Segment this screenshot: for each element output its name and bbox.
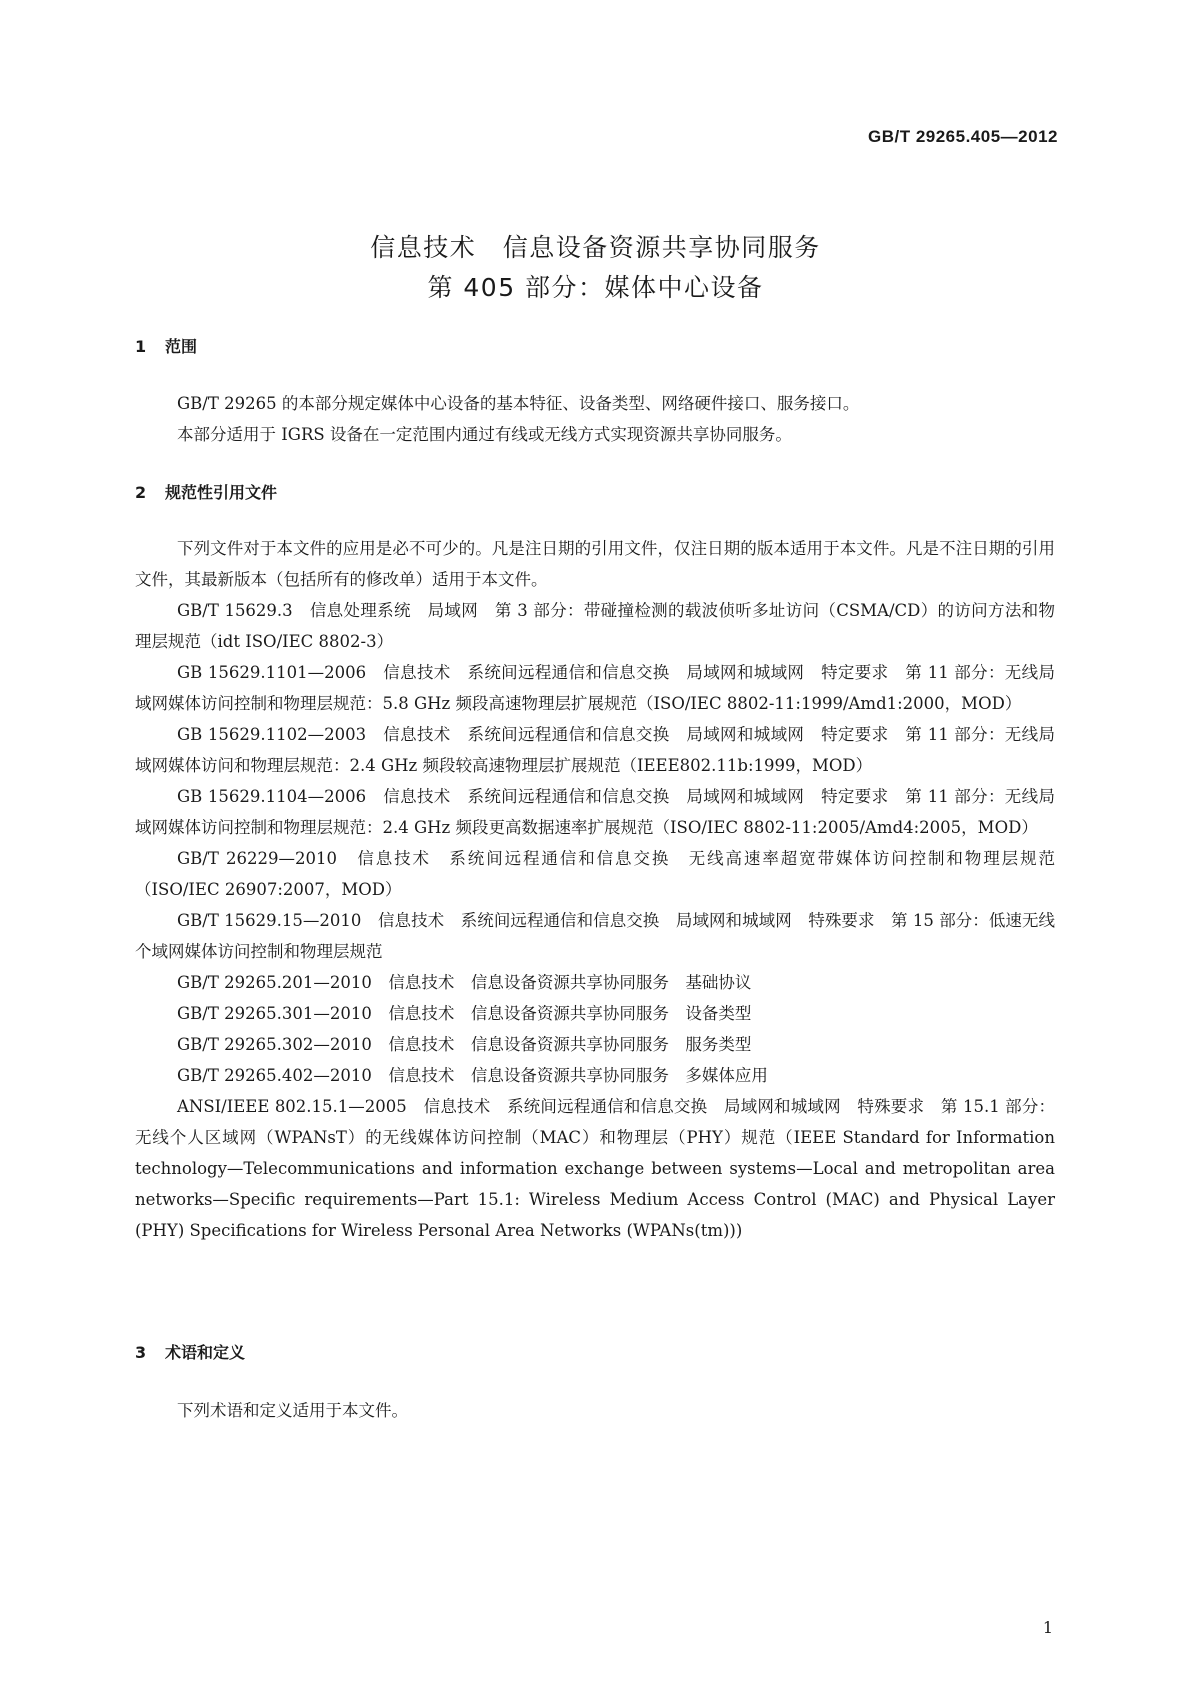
section-number: 2 bbox=[135, 483, 147, 502]
reference-item: GB/T 26229—2010 信息技术 系统间远程通信和信息交换 无线高速率超宽带媒体访问控制和物理层规范（ISO/IEC 26907:2007，MOD） bbox=[135, 849, 1055, 899]
reference-item: GB/T 15629.3 信息处理系统 局域网 第 3 部分：带碰撞检测的载波侦听多址访问（CSMA/CD）的访问方法和物理层规范（idt ISO/IEC 8802-3） bbox=[135, 601, 1055, 651]
reference-item: GB 15629.1101—2006 信息技术 系统间远程通信和信息交换 局域网和城域网 特定要求 第 11 部分：无线局域网媒体访问控制和物理层规范：5.8 GHz 频段高速物理层扩展规范（ISO/IEC 8802-11:1999/Amd1:2000，MOD） bbox=[135, 663, 1055, 713]
section-title: 范围 bbox=[165, 337, 198, 356]
references-body bbox=[135, 533, 1055, 1246]
section-heading-terms bbox=[135, 1340, 245, 1363]
section-heading-references bbox=[135, 480, 277, 503]
title-line-2: 第 405 部分：媒体中心设备 bbox=[427, 273, 764, 302]
title-line-1: 信息技术 信息设备资源共享协同服务 bbox=[370, 233, 821, 262]
reference-item: GB 15629.1102—2003 信息技术 系统间远程通信和信息交换 局域网和城域网 特定要求 第 11 部分：无线局域网媒体访问和物理层规范：2.4 GHz 频段较高速物理层扩展规范（IEEE802.11b:1999，MOD） bbox=[135, 725, 1055, 775]
section-number: 3 bbox=[135, 1343, 147, 1362]
reference-item: GB/T 29265.302—2010 信息技术 信息设备资源共享协同服务 服务类型 bbox=[177, 1035, 752, 1054]
section-heading-scope bbox=[135, 334, 197, 357]
section-number: 1 bbox=[135, 337, 147, 356]
section-title: 术语和定义 bbox=[165, 1343, 246, 1362]
scope-body bbox=[135, 388, 1055, 450]
references-intro: 下列文件对于本文件的应用是必不可少的。凡是注日期的引用文件，仅注日期的版本适用于本文件。凡是不注日期的引用文件，其最新版本（包括所有的修改单）适用于本文件。 bbox=[135, 539, 1055, 589]
scope-paragraph: GB/T 29265 的本部分规定媒体中心设备的基本特征、设备类型、网络硬件接口、服务接口。 bbox=[177, 394, 860, 413]
section-title: 规范性引用文件 bbox=[165, 483, 278, 502]
standard-number: GB/T 29265.405—2012 bbox=[867, 127, 1058, 146]
reference-item: GB/T 29265.301—2010 信息技术 信息设备资源共享协同服务 设备类型 bbox=[177, 1004, 752, 1023]
page-number: 1 bbox=[1042, 1618, 1053, 1637]
reference-item: GB/T 29265.201—2010 信息技术 信息设备资源共享协同服务 基础协议 bbox=[177, 973, 752, 992]
reference-item: ANSI/IEEE 802.15.1—2005 信息技术 系统间远程通信和信息交换 局域网和城域网 特殊要求 第 15.1 部分：无线个人区域网（WPANsT）的无线媒体访问控制（MAC）和物理层（PHY）规范（IEEE Standard for Information technology—Telecommunications and information exchange between systems—Local and metropolitan area networks—Specific requirements—Part 15.1: Wireless Medium Access Control (MAC) and Physical Layer (PHY) Specifications for Wireless Personal Area Networks (WPANs(tm))) bbox=[135, 1097, 1055, 1240]
terms-intro: 下列术语和定义适用于本文件。 bbox=[177, 1401, 408, 1420]
terms-body bbox=[135, 1395, 1055, 1426]
reference-item: GB/T 29265.402—2010 信息技术 信息设备资源共享协同服务 多媒体应用 bbox=[177, 1066, 768, 1085]
reference-item: GB/T 15629.15—2010 信息技术 系统间远程通信和信息交换 局域网和城域网 特殊要求 第 15 部分：低速无线个域网媒体访问控制和物理层规范 bbox=[135, 911, 1055, 961]
reference-item: GB 15629.1104—2006 信息技术 系统间远程通信和信息交换 局域网和城域网 特定要求 第 11 部分：无线局域网媒体访问控制和物理层规范：2.4 GHz 频段更高数据速率扩展规范（ISO/IEC 8802-11:2005/Amd4:2005，MOD） bbox=[135, 787, 1055, 837]
scope-paragraph: 本部分适用于 IGRS 设备在一定范围内通过有线或无线方式实现资源共享协同服务。 bbox=[177, 425, 792, 444]
